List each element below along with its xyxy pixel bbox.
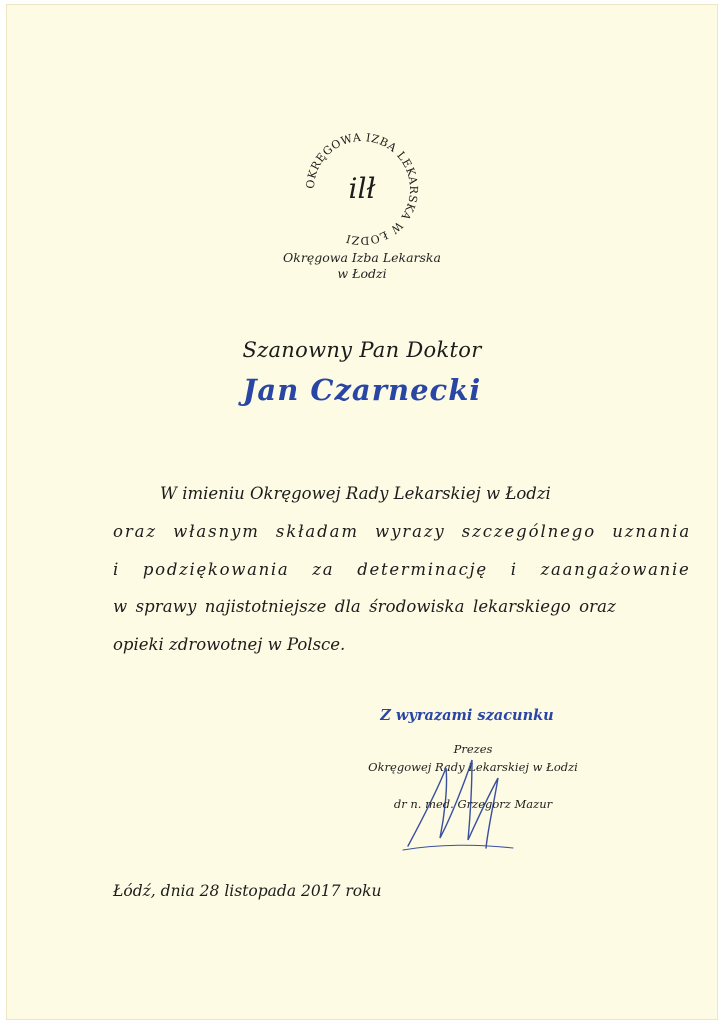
salutation: Szanowny Pan Doktor [242,338,482,362]
signatory-organization: Okręgowej Rady Lekarskiej w Łodzi [368,760,578,774]
body-line-4: w sprawy najistotniejsze dla środowiska lekarskiego oraz [113,597,616,616]
seal-ring-text: OKRĘGOWA IZBA LEKARSKA W ŁODZI [303,130,421,248]
closing-phrase: Z wyrazami szacunku [380,707,554,724]
body-line-3: i podziękowania za determinację i zaangażowanie [113,560,691,579]
seal-monogram: ilł [348,172,376,205]
issuer-name-line1: Okręgowa Izba Lekarska [283,250,441,265]
body-line-5: opieki zdrowotnej w Polsce. [113,635,346,654]
signatory-name: dr n. med. Grzegorz Mazur [393,797,553,811]
recipient-name: Jan Czarnecki [242,373,482,407]
signatory-title: Prezes [453,742,493,756]
issuer-name-line2: w Łodzi [337,266,387,281]
date-line: Łódź, dnia 28 listopada 2017 roku [113,882,382,900]
chamber-seal-logo [303,130,421,248]
body-line-2: oraz własnym składam wyrazy szczególnego uznania [113,522,692,541]
body-line-1: W imieniu Okręgowej Rady Lekarskiej w Łodzi [160,484,551,503]
